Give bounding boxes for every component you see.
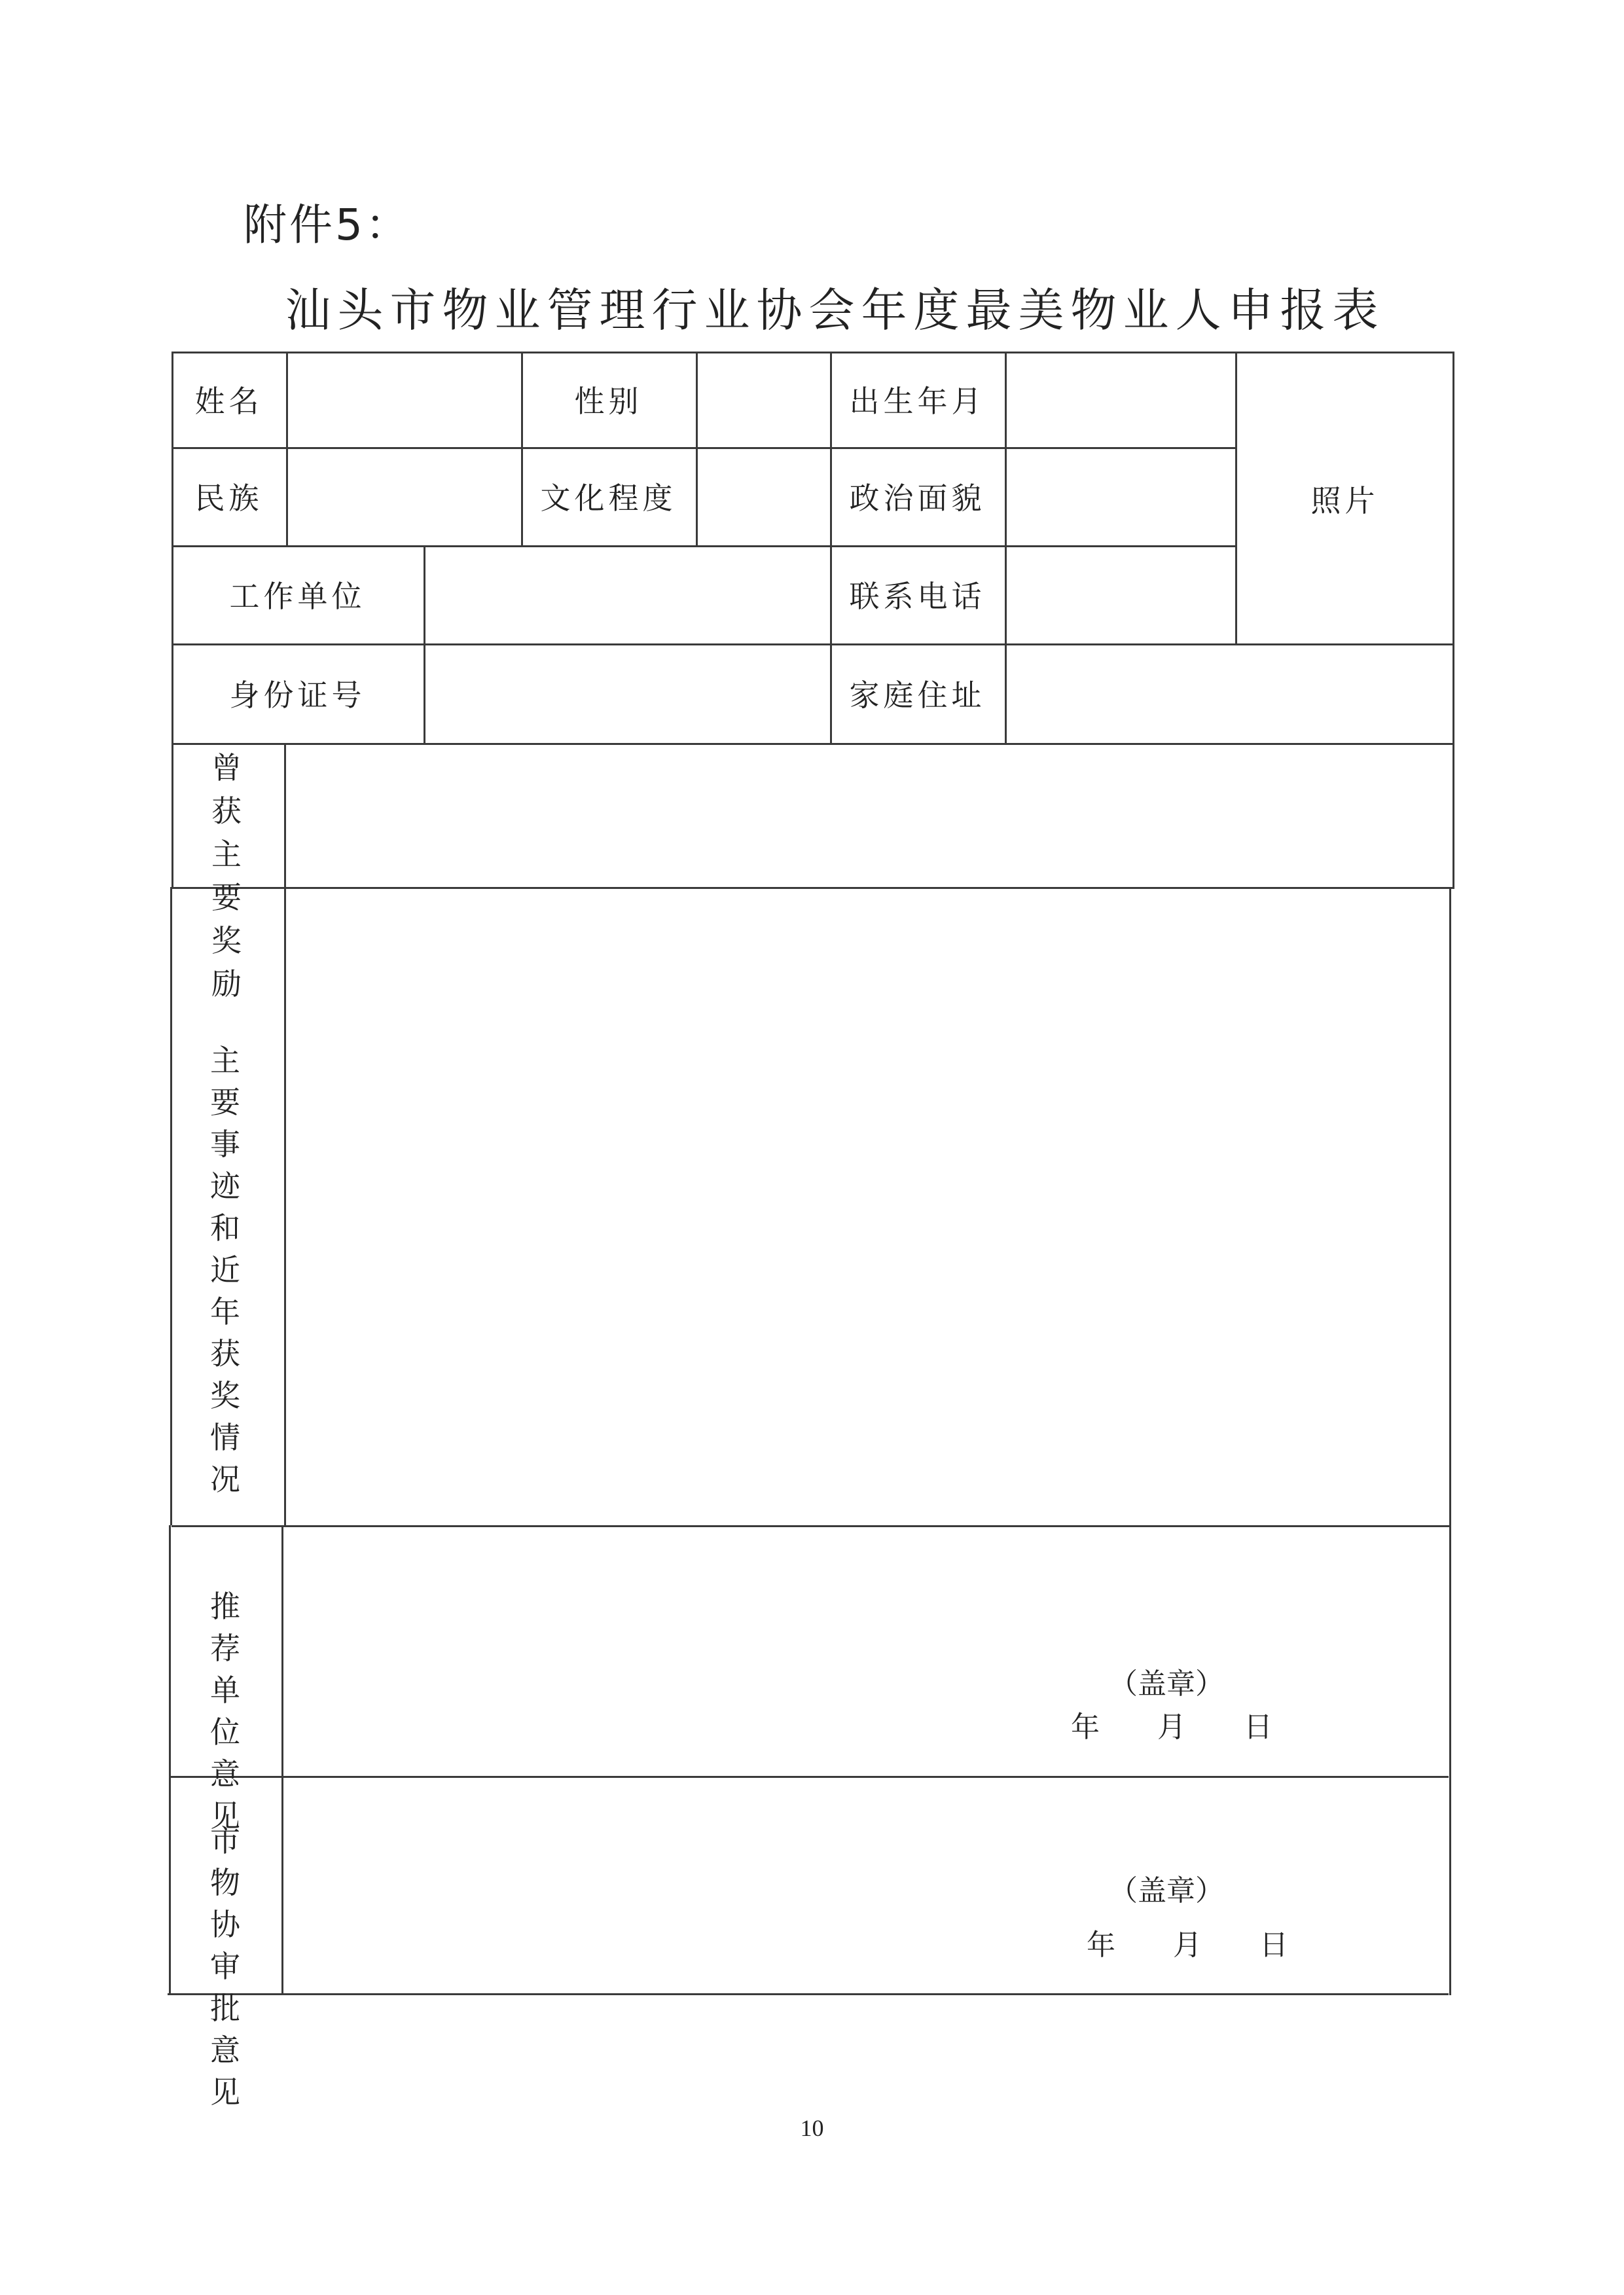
table-border-left: [170, 887, 172, 1525]
education-label: 文化程度: [540, 480, 677, 516]
recommend-label: 推荐单位意见: [210, 1589, 255, 1834]
table-border-right: [1453, 352, 1454, 887]
birth-label: 出生年月: [849, 384, 986, 419]
table-border-left: [169, 1525, 171, 1995]
form-title: 汕头市物业管理行业协会年度最美物业人申报表: [285, 283, 1385, 337]
approve-date: 年 月 日: [1087, 1928, 1288, 1962]
deeds-label: 主要事迹和近年获奖情况: [210, 1043, 255, 1497]
ethnicity-label: 民族: [194, 480, 263, 516]
name-field[interactable]: [288, 353, 521, 447]
deeds-field[interactable]: [286, 889, 1449, 1525]
education-field[interactable]: [698, 449, 830, 545]
gender-label: 性别: [574, 384, 643, 419]
phone-label: 联系电话: [849, 579, 986, 614]
employer-field[interactable]: [425, 547, 830, 643]
attachment-label: 附件5：: [244, 200, 411, 250]
id-number-label: 身份证号: [229, 678, 366, 713]
political-label: 政治面貌: [849, 480, 986, 516]
political-field[interactable]: [1007, 449, 1235, 545]
table-border-right: [1449, 887, 1451, 1995]
page-number: 10: [800, 2115, 824, 2141]
awards-field[interactable]: [286, 745, 1453, 887]
id-number-field[interactable]: [425, 645, 830, 743]
address-label: 家庭住址: [849, 678, 986, 713]
birth-field[interactable]: [1007, 353, 1235, 447]
phone-field[interactable]: [1007, 547, 1235, 643]
approve-seal: （盖章）: [1109, 1874, 1224, 1907]
awards-label: 曾获主要奖励: [211, 750, 270, 1002]
recommend-date: 年 月 日: [1071, 1710, 1272, 1744]
address-field[interactable]: [1007, 645, 1453, 743]
table-border-bottom: [168, 1993, 1449, 1995]
recommend-seal: （盖章）: [1109, 1667, 1224, 1701]
photo-field[interactable]: 照片: [1310, 482, 1379, 518]
name-label: 姓名: [194, 384, 263, 419]
approve-label: 市物协审批意见: [210, 1823, 255, 2110]
employer-label: 工作单位: [229, 579, 366, 614]
gender-field[interactable]: [698, 353, 830, 447]
ethnicity-field[interactable]: [288, 449, 521, 545]
recommend-field[interactable]: [283, 1527, 1449, 1776]
